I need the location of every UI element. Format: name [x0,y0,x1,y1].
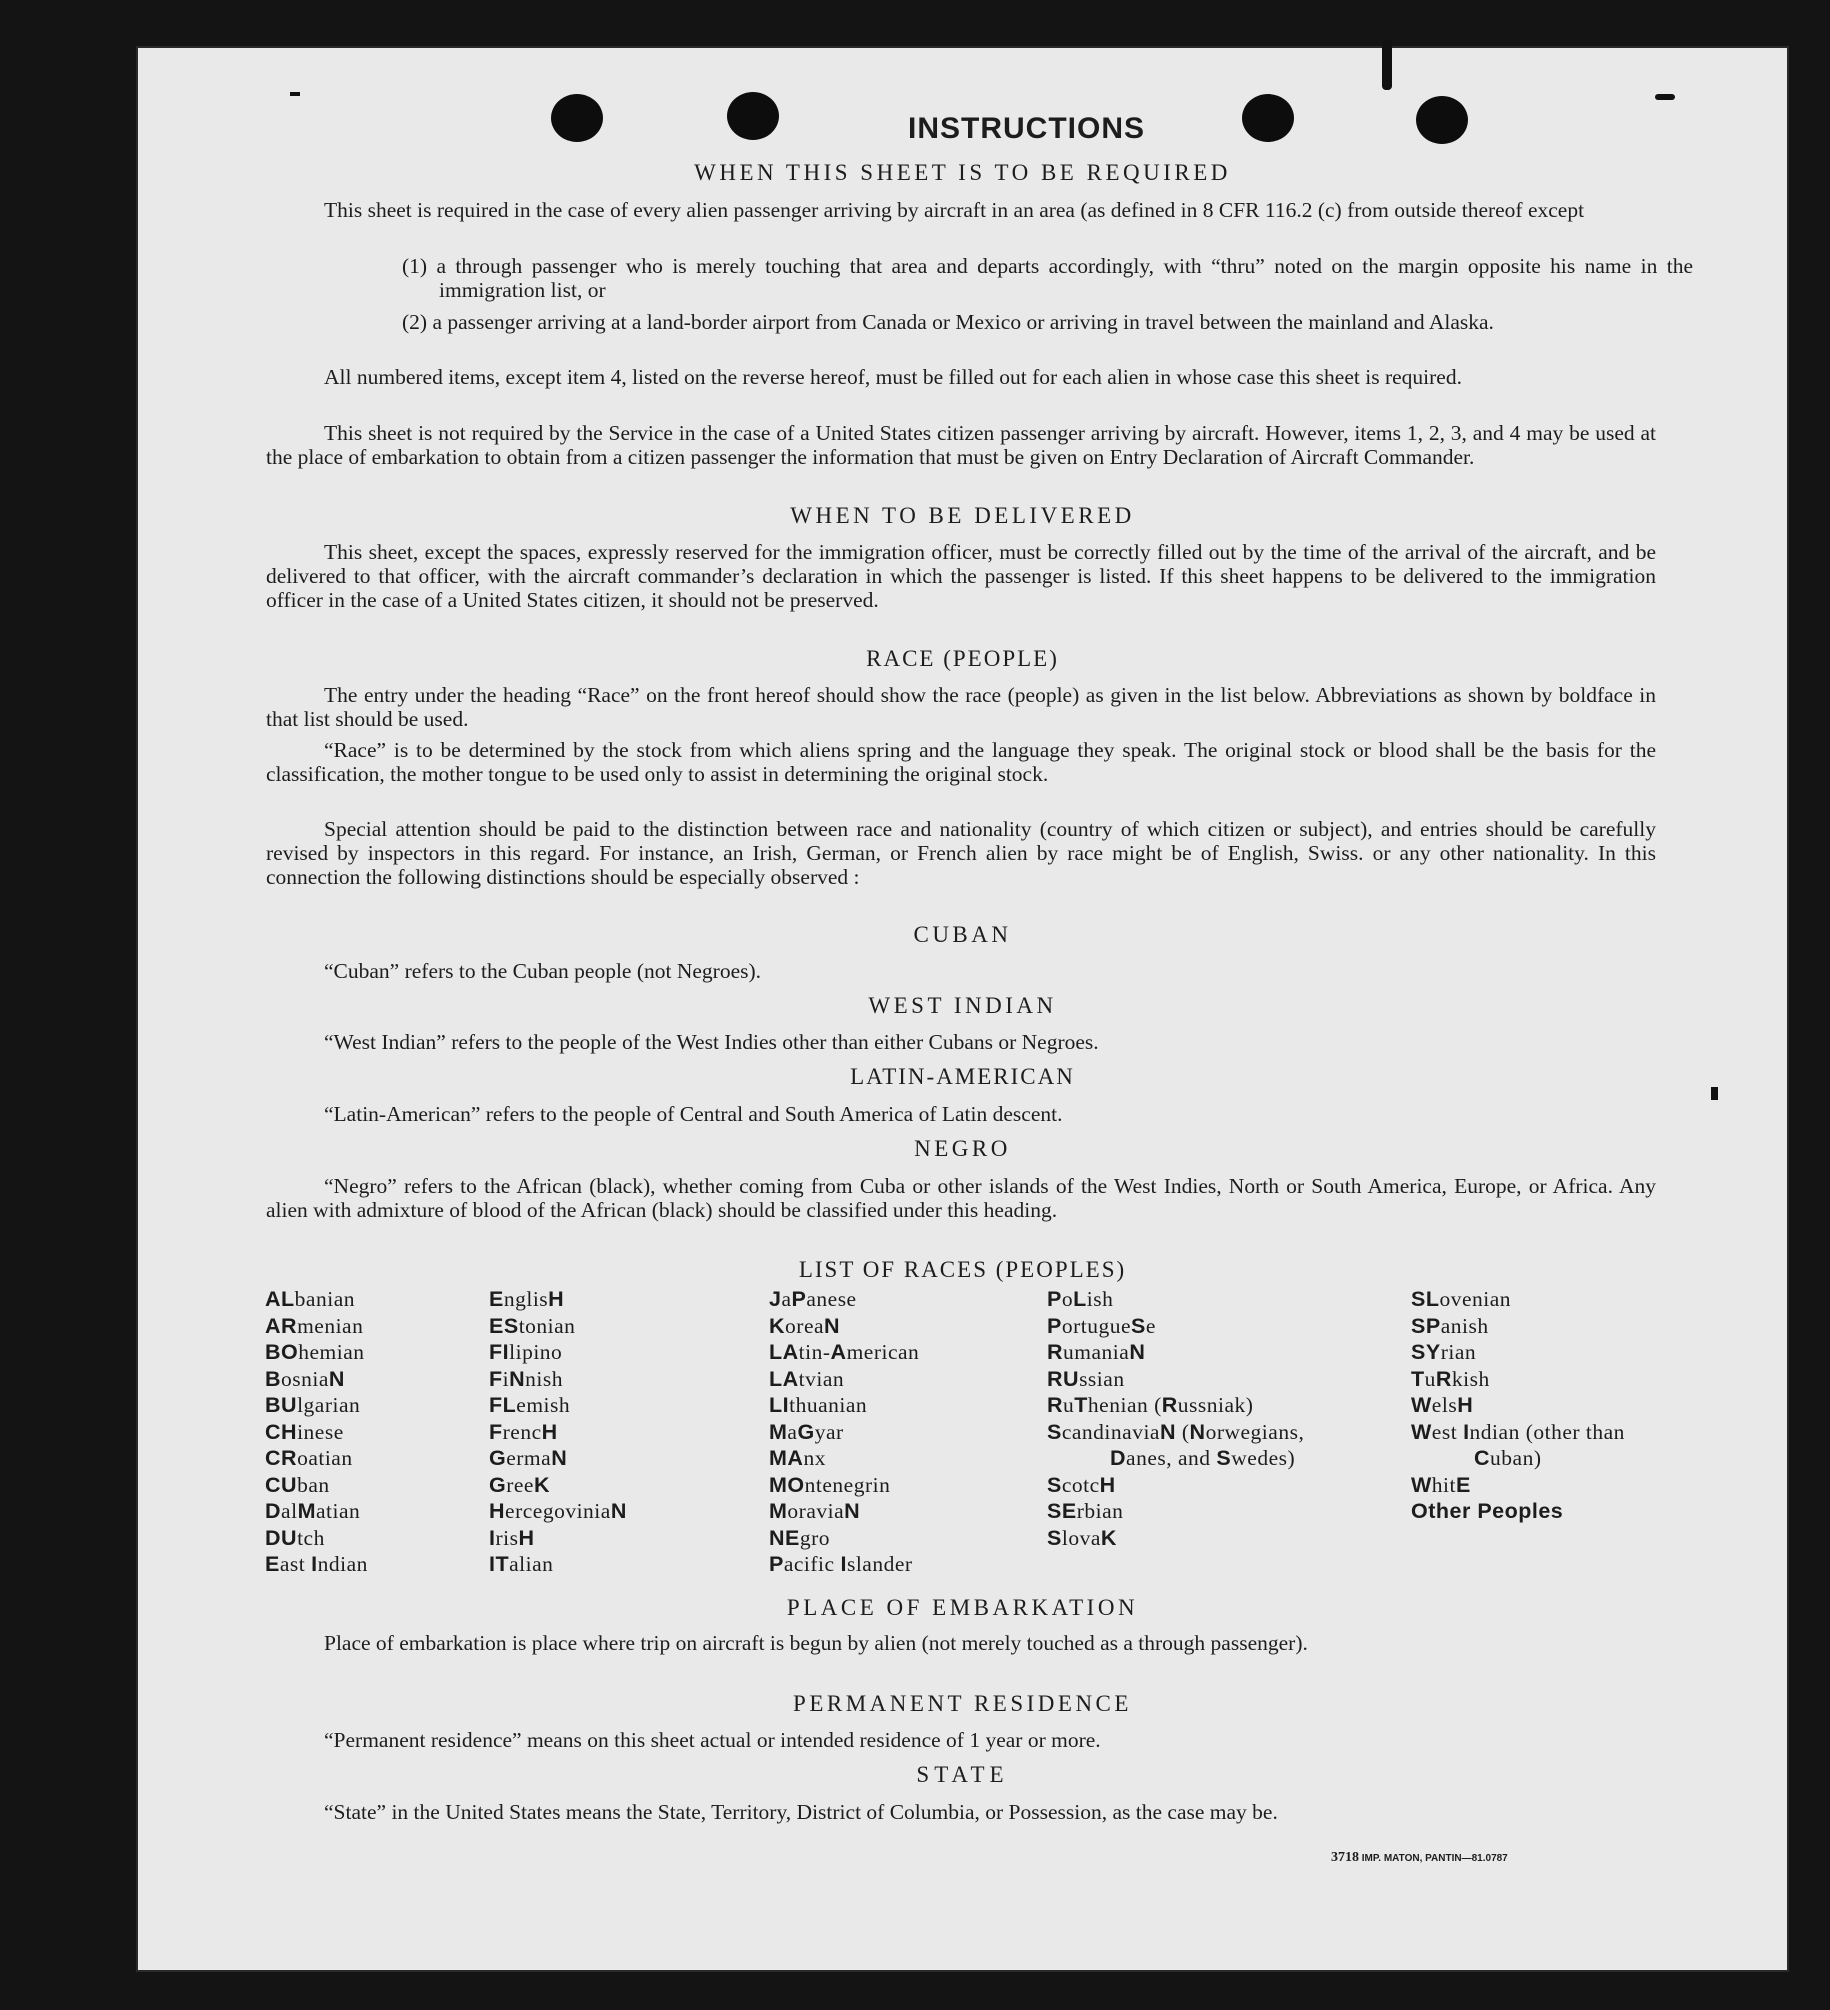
race-entry: BosniaN [265,1366,345,1391]
scan-speck [1655,94,1675,100]
heading-list-of-races: LIST OF RACES (PEOPLES) [798,1257,1127,1282]
race-entry: SPanish [1411,1313,1489,1338]
form-number: 3718 [1331,1850,1359,1865]
heading-embarkation: PLACE OF EMBARKATION [786,1595,1139,1620]
race-entry: SYrian [1411,1340,1477,1364]
race-entry: RuThenian (Russniak) [1047,1393,1254,1417]
paragraph: “Cuban” refers to the Cuban people (not Negroes). [324,959,762,983]
races-column [1047,1286,1343,1551]
paragraph: Special attention should be paid to the distinction between race and nationality (country of which citizen or subject), and entries should be carefully revised by inspectors in this regard. For instance, an Irish, German, or French alien by race might be of English, Swiss. or any other nationality. In this connection the following distinctions should be especially observed : [266,817,1656,889]
race-entry: LAtin-American [769,1340,920,1364]
race-entry: FiNnish [489,1366,563,1391]
race-entry: HercegoviniaN [489,1499,627,1523]
race-entry: MaGyar [769,1419,844,1444]
race-entry: PortugueSe [1047,1313,1156,1338]
paragraph: This sheet is required in the case of every alien passenger arriving by aircraft in an area (as defined in 8 CFR 116.2 (c) from outside thereof except [324,198,1585,222]
race-entry: Pacific Islander [769,1552,913,1576]
list-item: (2) a passenger arriving at a land-border airport from Canada or Mexico or arriving in travel between the mainland and Alaska. [402,310,1494,334]
races-column [769,1286,1039,1578]
paragraph: “Permanent residence” means on this sheet actual or intended residence of 1 year or more. [324,1728,1101,1752]
race-entry: WhitE [1411,1472,1471,1497]
paragraph: All numbered items, except item 4, listed on the reverse hereof, must be filled out for each alien in whose case this sheet is required. [324,365,1462,389]
races-column [489,1286,739,1578]
heading-when-delivered: WHEN TO BE DELIVERED [790,503,1135,528]
heading-state: STATE [916,1762,1009,1787]
paragraph: The entry under the heading “Race” on the front hereof should show the race (people) as given in the list below. Abbreviations as shown by boldface in that list should be used. [266,683,1656,731]
heading-residence: PERMANENT RESIDENCE [793,1691,1132,1716]
race-entry: TuRkish [1411,1366,1490,1391]
paragraph: “Latin-American” refers to the people of Central and South America of Latin descent. [324,1102,1063,1126]
paragraph: Place of embarkation is place where trip on aircraft is begun by alien (not merely touched as a through passenger). [324,1631,1308,1655]
race-entry: ITalian [489,1552,554,1576]
race-entry: ARmenian [265,1313,364,1338]
race-entry: West Indian (other than Cuban) [1411,1419,1625,1470]
paragraph: “West Indian” refers to the people of the West Indies other than either Cubans or Negroes. [324,1030,1099,1054]
race-entry: GermaN [489,1446,568,1470]
paragraph: “State” in the United States means the State, Territory, District of Columbia, or Possession, as the case may be. [324,1800,1278,1824]
list-item: (1) a through passenger who is merely touching that area and departs accordingly, with “thru” noted on the margin opposite his name in the immigration list, or [402,254,1693,302]
heading-race: RACE (PEOPLE) [866,646,1059,671]
scan-speck [290,92,300,96]
race-entry: CHinese [265,1419,344,1444]
races-column [265,1286,475,1578]
paragraph: This sheet, except the spaces, expressly reserved for the immigration officer, must be correctly filled out by the time of the arrival of the aircraft, and be delivered to that officer, with the aircraft commander’s declaration in which the passenger is listed. If this sheet happens to be delivered to the immigration officer in the case of a United States citizen, it should not be preserved. [266,540,1656,612]
race-entry: SLovenian [1411,1287,1512,1311]
heading-negro: NEGRO [914,1136,1011,1161]
heading-west-indian: WEST INDIAN [868,993,1057,1018]
race-entry: LAtvian [769,1366,845,1391]
race-entry: JaPanese [769,1287,857,1311]
race-entry: LIthuanian [769,1393,868,1417]
race-entry: RUssian [1047,1366,1125,1391]
race-entry: GreeK [489,1472,551,1497]
race-entry: MAnx [769,1446,826,1470]
paragraph: This sheet is not required by the Service in the case of a United States citizen passenger arriving by aircraft. However, items 1, 2, 3, and 4 may be used at the place of embarkation to obtain from a citizen passenger the information that must be given on Entry Declaration of Aircraft Commander. [266,421,1656,469]
race-entry: KoreaN [769,1313,841,1338]
race-entry: ScotcH [1047,1472,1116,1497]
race-entry: NEgro [769,1525,831,1550]
race-entry: IrisH [489,1525,535,1550]
race-entry: DalMatian [265,1499,361,1523]
race-entry: WelsH [1411,1393,1474,1417]
race-entry: PoLish [1047,1287,1114,1311]
paragraph: “Race” is to be determined by the stock from which aliens spring and the language they speak. The original stock or blood shall be the basis for the classification, the mother tongue to be used only to assist in determining the original stock. [266,738,1656,786]
race-entry: MoraviaN [769,1499,861,1523]
race-entry: ALbanian [265,1287,355,1311]
race-entry: CRoatian [265,1446,353,1470]
race-entry: Other Peoples [1411,1499,1564,1523]
race-entry: FIlipino [489,1340,563,1364]
race-entry: FrencH [489,1419,558,1444]
race-entry: FLemish [489,1393,571,1417]
form-sheet [138,48,1787,1970]
race-entry: East Indian [265,1552,368,1576]
heading-latin-american: LATIN-AMERICAN [850,1064,1075,1089]
race-entry: SErbian [1047,1499,1124,1523]
paragraph: “Negro” refers to the African (black), whether coming from Cuba or other islands of the West Indies, North or South America, Europe, or Africa. Any alien with admixture of blood of the African (black) should be classified under this heading. [266,1174,1656,1222]
page-title: INSTRUCTIONS [908,112,1145,145]
race-entry: EStonian [489,1313,576,1338]
race-entry: DUtch [265,1525,325,1550]
heading-cuban: CUBAN [913,922,1012,947]
heading-when-required: WHEN THIS SHEET IS TO BE REQUIRED [694,160,1231,185]
race-entry: RumaniaN [1047,1340,1146,1364]
race-entry: SlovaK [1047,1525,1117,1550]
race-entry: BOhemian [265,1340,365,1364]
race-entry: BUlgarian [265,1393,361,1417]
staple-mark [1382,40,1392,90]
imprint-text: IMP. MATON, PANTIN—81.0787 [1361,1853,1508,1864]
race-entry: MOntenegrin [769,1472,891,1497]
races-column [1411,1286,1656,1525]
race-entry: CUban [265,1472,330,1497]
race-entry: EnglisH [489,1287,565,1311]
printer-imprint [1331,1850,1508,1866]
race-entry: ScandinaviaN (Norwegians, Danes, and Swedes) [1047,1419,1305,1470]
